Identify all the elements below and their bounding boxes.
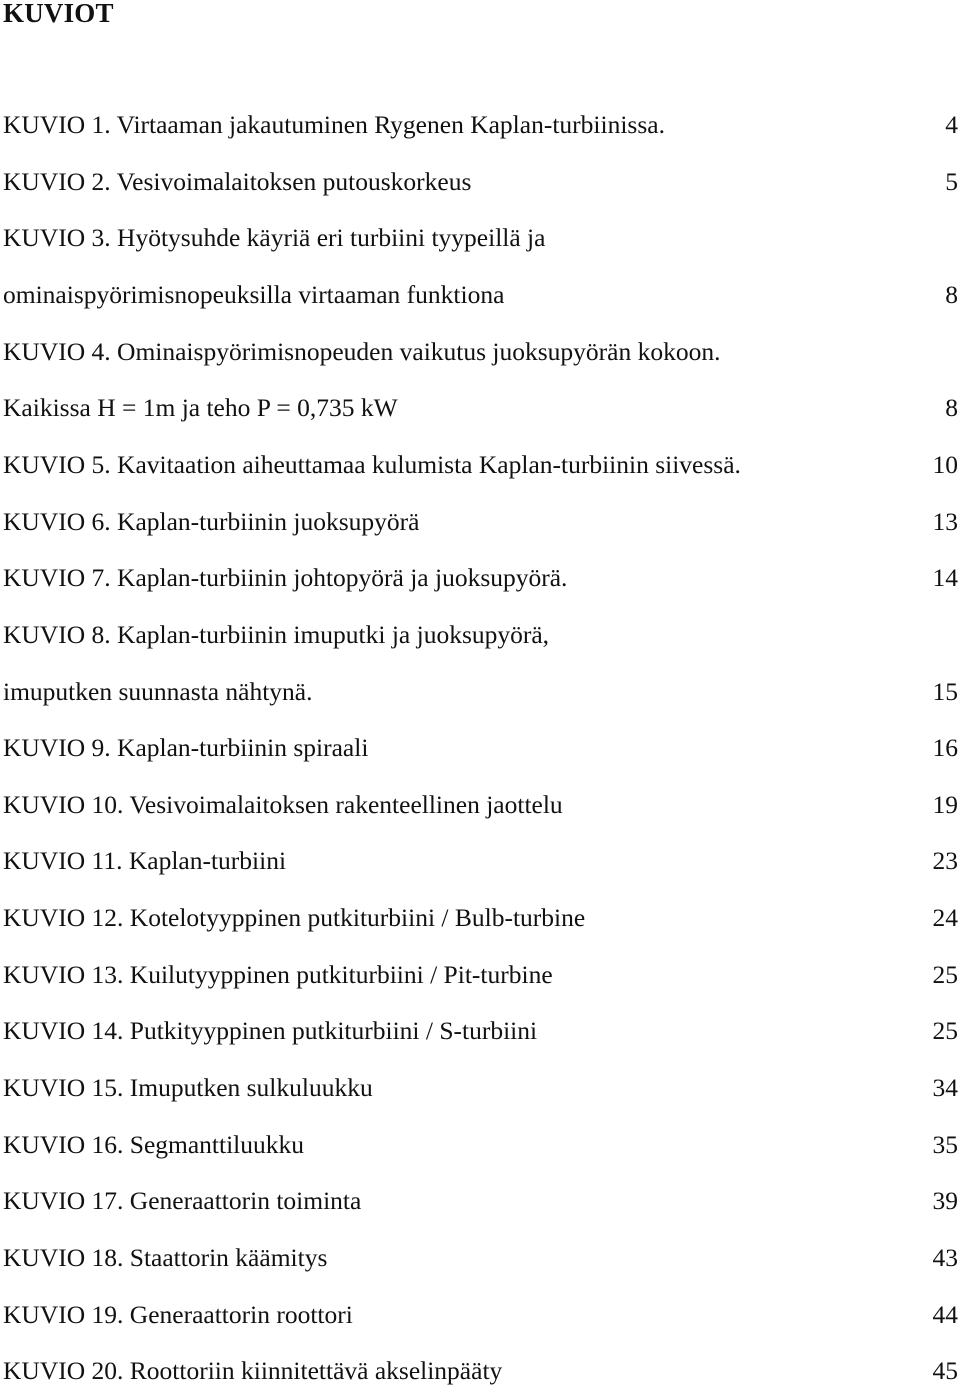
toc-entry-page: 19 bbox=[932, 790, 958, 819]
toc-entry-page: 25 bbox=[932, 960, 958, 989]
toc-entry-page: 35 bbox=[932, 1130, 958, 1159]
page-title: KUVIOT bbox=[3, 0, 114, 28]
toc-entry-page: 8 bbox=[945, 280, 958, 309]
toc-entry-page: 39 bbox=[932, 1186, 958, 1215]
toc-entry bbox=[3, 1128, 958, 1162]
toc-entry-page: 34 bbox=[932, 1073, 958, 1102]
toc-entry-title: KUVIO 1. Virtaaman jakautuminen Rygenen Kaplan-turbiinissa. bbox=[3, 110, 665, 139]
toc-entry-page: 44 bbox=[932, 1300, 958, 1329]
toc-entry-title: KUVIO 5. Kavitaation aiheuttamaa kulumista Kaplan-turbiinin siivessä. bbox=[3, 450, 741, 479]
toc-entry-page: 45 bbox=[932, 1356, 958, 1385]
toc-entry-title: KUVIO 3. Hyötysuhde käyriä eri turbiini tyypeillä ja bbox=[3, 223, 546, 252]
toc-entry bbox=[3, 618, 958, 652]
toc-entry bbox=[3, 505, 958, 539]
toc-entry bbox=[3, 731, 958, 765]
toc-entry bbox=[3, 844, 958, 878]
toc-entry-continuation bbox=[3, 278, 958, 312]
toc-entry-title: imuputken suunnasta nähtynä. bbox=[3, 677, 313, 706]
toc-entry-page: 14 bbox=[932, 563, 958, 592]
toc-entry-title: KUVIO 13. Kuilutyyppinen putkiturbiini / Pit-turbine bbox=[3, 960, 553, 989]
toc-entry-title: KUVIO 20. Roottoriin kiinnitettävä akselinpääty bbox=[3, 1356, 503, 1385]
toc-entry-title: KUVIO 8. Kaplan-turbiinin imuputki ja juoksupyörä, bbox=[3, 620, 550, 649]
toc-entry bbox=[3, 165, 958, 199]
toc-entry-title: Kaikissa H = 1m ja teho P = 0,735 kW bbox=[3, 393, 398, 422]
toc-entry bbox=[3, 901, 958, 935]
toc-entry bbox=[3, 1298, 958, 1332]
toc-entry bbox=[3, 958, 958, 992]
toc-entry-title: KUVIO 12. Kotelotyyppinen putkiturbiini / Bulb-turbine bbox=[3, 903, 586, 932]
toc-entry bbox=[3, 1354, 958, 1388]
toc-entry-title: KUVIO 10. Vesivoimalaitoksen rakenteellinen jaottelu bbox=[3, 790, 563, 819]
toc-entry-title: KUVIO 14. Putkityyppinen putkiturbiini / S-turbiini bbox=[3, 1016, 538, 1045]
toc-entry-title: KUVIO 9. Kaplan-turbiinin spiraali bbox=[3, 733, 369, 762]
toc-entry-title: ominaispyörimisnopeuksilla virtaaman funktiona bbox=[3, 280, 505, 309]
toc-entry-page: 23 bbox=[932, 846, 958, 875]
toc-entry bbox=[3, 108, 958, 142]
toc-entry bbox=[3, 1241, 958, 1275]
toc-entry-page: 10 bbox=[932, 450, 958, 479]
toc-entry bbox=[3, 1184, 958, 1218]
toc-entry-continuation bbox=[3, 391, 958, 425]
toc-entry-page: 4 bbox=[945, 110, 958, 139]
toc-entry-title: KUVIO 15. Imuputken sulkuluukku bbox=[3, 1073, 373, 1102]
toc-entry-title: KUVIO 18. Staattorin käämitys bbox=[3, 1243, 328, 1272]
toc-entry-page: 16 bbox=[932, 733, 958, 762]
toc-entry bbox=[3, 561, 958, 595]
toc-entry-page: 24 bbox=[932, 903, 958, 932]
toc-entry-page: 43 bbox=[932, 1243, 958, 1272]
toc-entry-page: 15 bbox=[932, 677, 958, 706]
toc-entry-title: KUVIO 16. Segmanttiluukku bbox=[3, 1130, 305, 1159]
toc-entry bbox=[3, 788, 958, 822]
toc-entry bbox=[3, 335, 958, 369]
toc-entry-page: 25 bbox=[932, 1016, 958, 1045]
toc-entry bbox=[3, 1071, 958, 1105]
toc-entry-title: KUVIO 17. Generaattorin toiminta bbox=[3, 1186, 362, 1215]
toc-entry-continuation bbox=[3, 675, 958, 709]
toc-entry-page: 8 bbox=[945, 393, 958, 422]
toc-entry-title: KUVIO 19. Generaattorin roottori bbox=[3, 1300, 353, 1329]
toc-entry-page: 5 bbox=[945, 167, 958, 196]
toc-entry-title: KUVIO 7. Kaplan-turbiinin johtopyörä ja juoksupyörä. bbox=[3, 563, 568, 592]
toc-entry bbox=[3, 1014, 958, 1048]
toc-entry-title: KUVIO 6. Kaplan-turbiinin juoksupyörä bbox=[3, 507, 420, 536]
toc-entry-title: KUVIO 2. Vesivoimalaitoksen putouskorkeus bbox=[3, 167, 472, 196]
toc-entry bbox=[3, 448, 958, 482]
toc-entry-page: 13 bbox=[932, 507, 958, 536]
toc-entry-title: KUVIO 11. Kaplan-turbiini bbox=[3, 846, 287, 875]
toc-entry-title: KUVIO 4. Ominaispyörimisnopeuden vaikutus juoksupyörän kokoon. bbox=[3, 337, 721, 366]
toc-entry bbox=[3, 221, 958, 255]
